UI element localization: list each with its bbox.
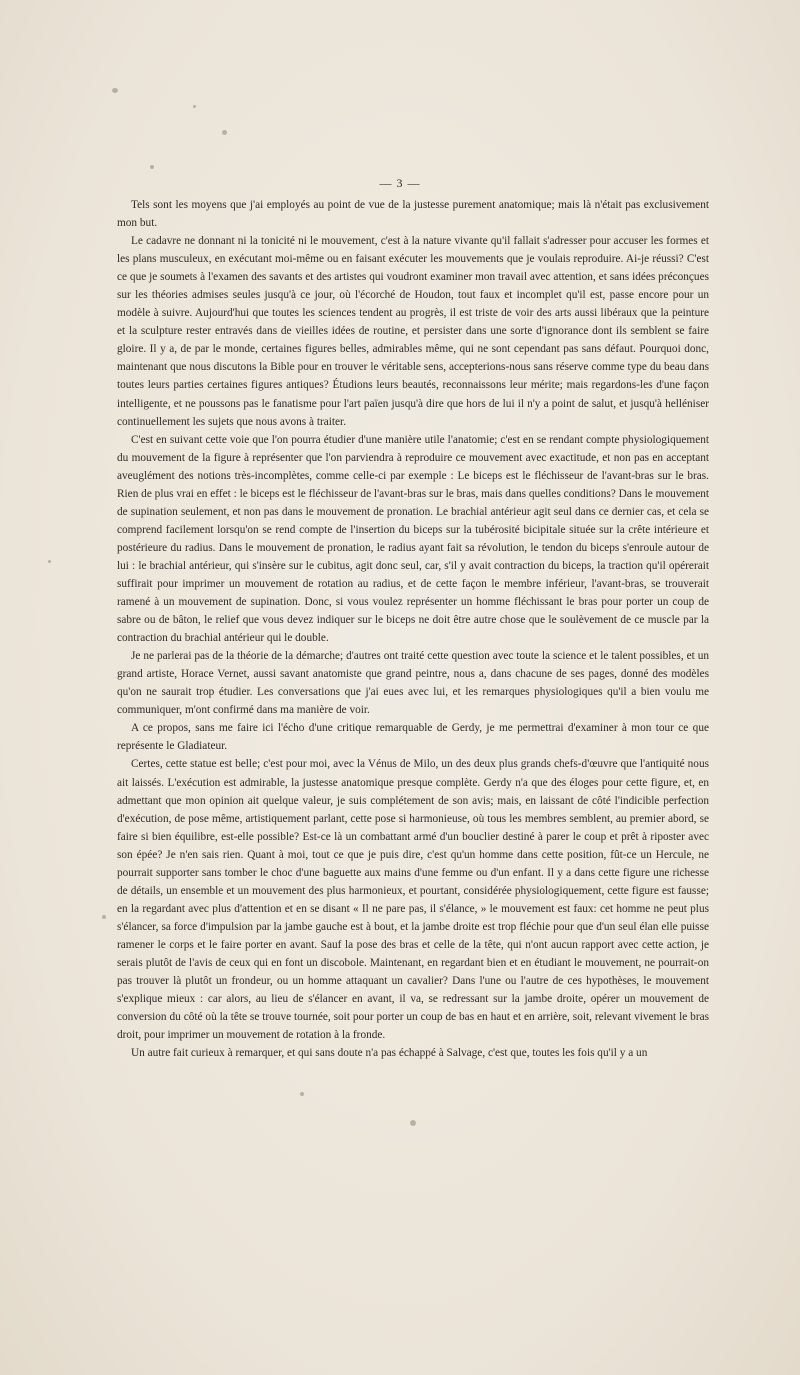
paragraph: Un autre fait curieux à remarquer, et qui sans doute n'a pas échappé à Salvage, c'est que, toutes les fois qu'il y a un bbox=[131, 1047, 648, 1060]
paragraph: A ce propos, sans me faire ici l'écho d'une critique remarquable de Gerdy, je me permettrai d'examiner à mon tour ce que représente le Gladiateur. bbox=[117, 722, 709, 753]
paper-spot bbox=[193, 105, 196, 108]
paragraph: Je ne parlerai pas de la théorie de la démarche; d'autres ont traité cette question avec toute la science et le talent possibles, et un grand artiste, Horace Vernet, aussi savant anatomiste que grand peintre, nous a, dans chacune de ses pages, donné des modèles qu'on ne saurait trop étudier. Les conversations que j'ai eues avec lui, et les remarques physiologiques qu'il a bien voulu me communiquer, m'ont confirmé dans ma manière de voir. bbox=[117, 650, 709, 717]
paper-spot bbox=[222, 130, 227, 135]
paper-spot bbox=[150, 165, 154, 169]
paragraph: Tels sont les moyens que j'ai employés au point de vue de la justesse purement anatomique; mais là n'était pas exclusivement mon but. bbox=[117, 199, 709, 230]
paper-spot bbox=[48, 560, 51, 563]
paper-spot bbox=[102, 915, 106, 919]
paper-spot bbox=[112, 88, 118, 93]
body-text bbox=[117, 196, 709, 1062]
paragraph: Le cadavre ne donnant ni la tonicité ni le mouvement, c'est à la nature vivante qu'il fallait s'adresser pour accuser les formes et les plans musculeux, en exécutant moi-même ou en faisant exécuter les mouvements que je voulais reproduire. Ai-je réussi? C'est ce que je soumets à l'examen des savants et des artistes qui voudront examiner mon travail avec attention, et sans idées préconçues sur les théories admises seules jusqu'à ce jour, où l'écorché de Houdon, tout faux et incomplet qu'il est, passe encore pour un modèle à suivre. Aujourd'hui que toutes les sciences tendent au progrès, il est triste de voir des arts aussi libéraux que la peinture et la sculpture rester entravés dans de vieilles idées de routine, et persister dans une sorte d'ignorance dont ils semblent se faire gloire. Il y a, de par le monde, certaines figures belles, admirables même, qui ne sont cependant pas sans défaut. Pourquoi donc, maintenant que nous discutons la Bible pour en trouver le véritable sens, accepterions-nous sans réserve comme type du beau dans toutes leurs parties certaines figures antiques? Étudions leurs beautés, reconnaissons leur mérite; mais regardons-les d'une façon intelligente, et ne poussons pas le fanatisme pour l'art païen jusqu'à dire que hors de lui il n'y a point de salut, et jusqu'à helléniser continuellement les sujets que nous avons à traiter. bbox=[117, 235, 709, 428]
paper-spot bbox=[410, 1120, 416, 1126]
paragraph: C'est en suivant cette voie que l'on pourra étudier d'une manière utile l'anatomie; c'est en se rendant compte physiologiquement du mouvement de la figure à représenter que l'on parviendra à reproduire ce mouvement avec exactitude, et non pas en acceptant aveuglément des notions très-incomplètes, comme celle-ci par exemple : Le biceps est le fléchisseur de l'avant-bras sur le bras. Rien de plus vrai en effet : le biceps est le fléchisseur de l'avant-bras sur le bras, mais dans quelles conditions? Dans le mouvement de supination seulement, et non pas dans le mouvement de pronation. Le brachial antérieur agit seul dans ce dernier cas, et cela se comprend facilement lorsqu'on se rend compte de l'insertion du biceps sur la tubérosité bicipitale située sur la crête intérieure et postérieure du radius. Dans le mouvement de pronation, le radius ayant fait sa révolution, le tendon du biceps s'enroule autour de lui : le brachial antérieur, qui s'insère sur le cubitus, agit donc seul, car, s'il y avait contraction du biceps, la traction qu'il opérerait suffirait pour imprimer un mouvement de rotation au radius, et de cette façon le membre inférieur, l'avant-bras, se trouverait ramené à un mouvement de supination. Donc, si vous voulez représenter un homme fléchissant le bras pour porter un coup de sabre ou de bâton, le relief que vous devez indiquer sur le biceps ne doit être autre chose que le soulèvement de ce muscle par la contraction du brachial antérieur qui le double. bbox=[117, 433, 709, 645]
paper-spot bbox=[300, 1092, 304, 1096]
paragraph: Certes, cette statue est belle; c'est pour moi, avec la Vénus de Milo, un des deux plus grands chefs-d'œuvre que l'antiquité nous ait laissés. L'exécution est admirable, la justesse anatomique presque complète. Gerdy n'a que des éloges pour cette figure, et, en admettant que mon opinion ait quelque valeur, je suis complétement de son avis; mais, en laissant de côté l'indicible perfection d'exécution, de pose même, artistiquement parlant, cette pose si harmonieuse, où tous les membres semblent, au premier abord, se faire si bien équilibre, est-elle possible? Est-ce là un combattant armé d'un bouclier destiné à parer le coup et prêt à riposter avec son épée? Je n'en sais rien. Quant à moi, tout ce que je puis dire, c'est qu'un homme dans cette position, fût-ce un Hercule, ne pourrait supporter sans tomber le choc d'une baguette aux mains d'une femme ou d'un enfant. Il y a dans cette figure une richesse de détails, un ensemble et un mouvement des plus harmonieux, et pourtant, considérée physiologiquement, cette figure est fausse; en la regardant avec plus d'attention et en se disant « Il ne pare pas, il s'élance, » le mouvement est faux: cet homme ne peut plus s'élancer, sa force d'impulsion par la jambe gauche est à bout, et la jambe droite est trop fléchie pour que d'un seul élan elle puisse ramener le corps et le faire porter en avant. Sauf la pose des bras et celle de la tête, qui n'ont aucun rapport avec cette action, je serais plutôt de l'avis de ceux qui en font un discobole. Maintenant, en regardant bien et en étudiant le mouvement, ne pourrait-on pas trouver là plutôt un frondeur, ou un homme attaquant un cavalier? Dans l'une ou l'autre de ces hypothèses, le mouvement s'explique mieux : car alors, au lieu de s'élancer en avant, il va, se redressant sur la jambe droite, opérer un mouvement de conversion du côté où la tête se trouve tournée, soit pour porter un coup de bas en haut et en arrière, soit, relevant vivement le bras droit, pour imprimer un mouvement de rotation à la fronde. bbox=[117, 758, 709, 1042]
page-number: — 3 — bbox=[379, 176, 421, 190]
